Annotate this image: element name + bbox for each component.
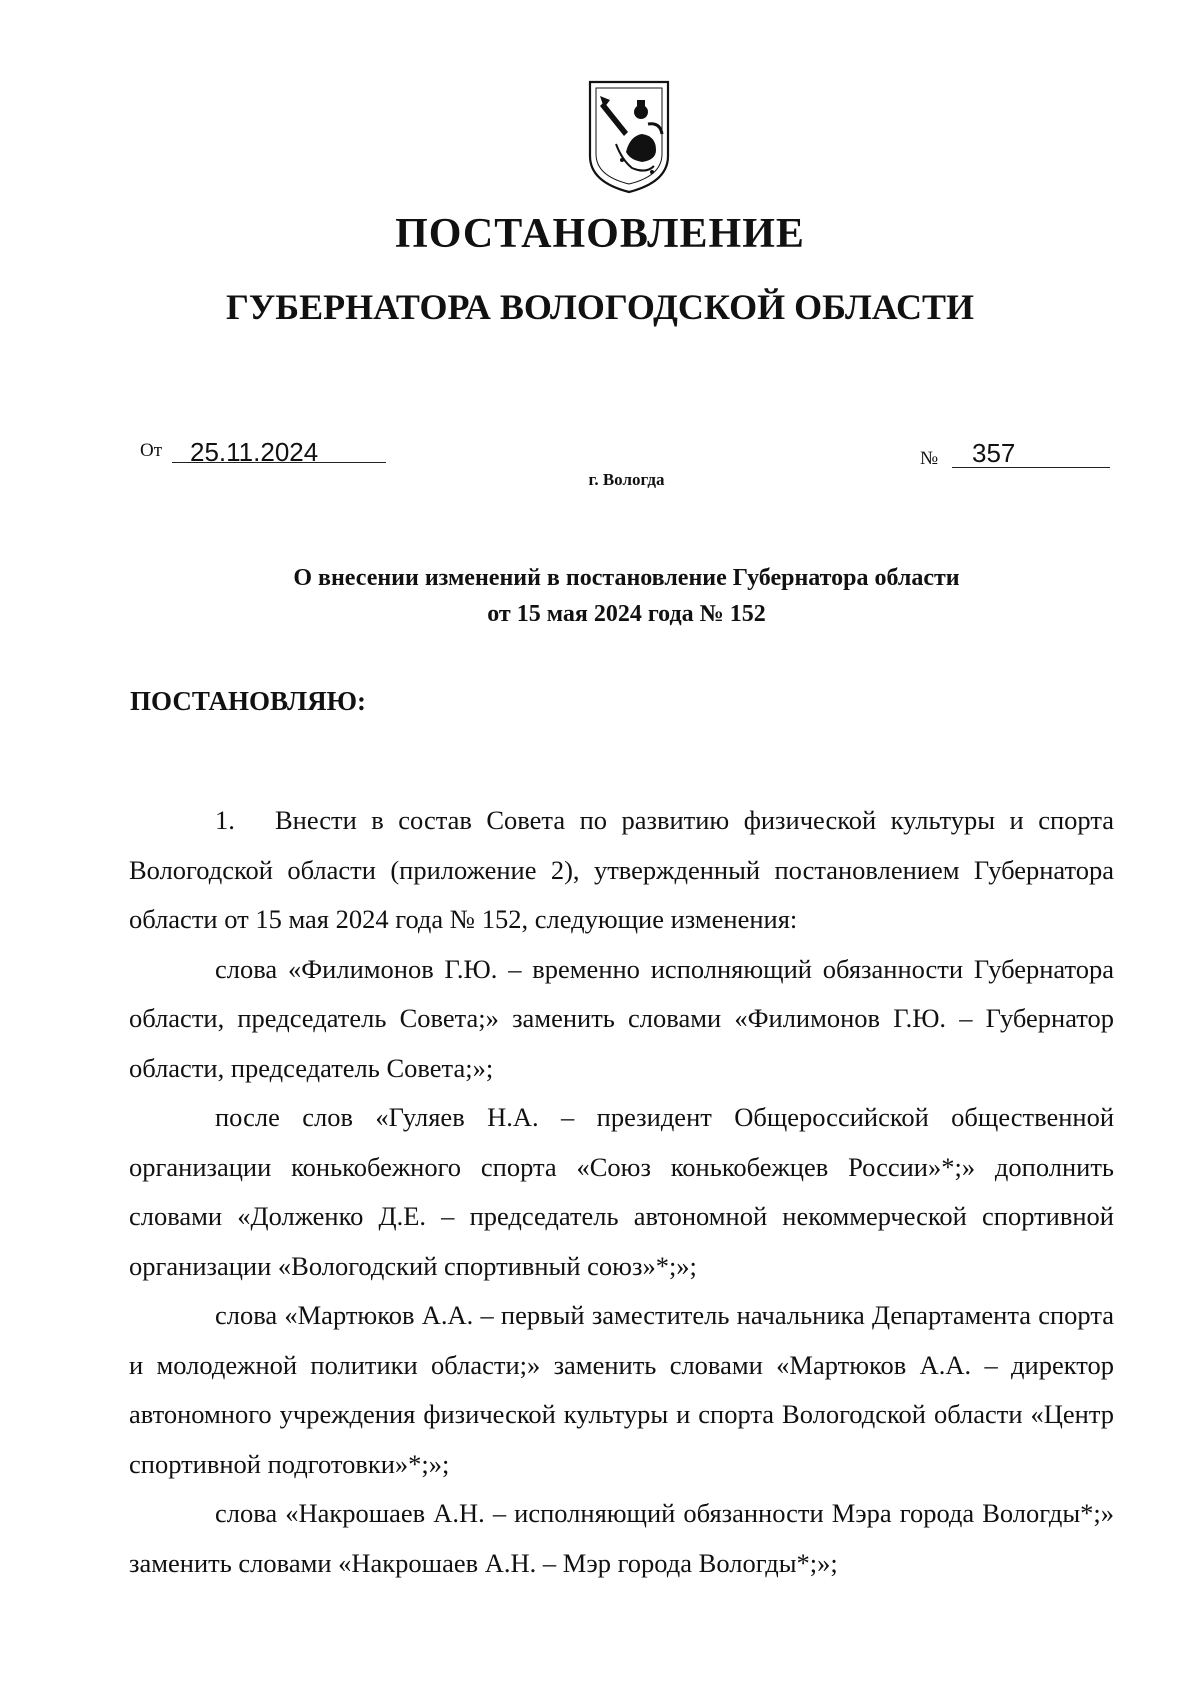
subject-line-1: О внесении изменений в постановление Губернатора области [293,565,960,591]
date-label: От [140,440,163,461]
document-date: 25.11.2024 [190,437,319,467]
paragraph-5: слова «Накрошаев А.Н. – исполняющий обязанности Мэра города Вологды*;» заменить словами «Накрошаев А.Н. – Мэр города Вологды*;»; [129,1498,1114,1578]
paragraph-3: после слов «Гуляев Н.А. – президент Общероссийской общественной организации конькобежного спорта «Союз конькобежцев России»*;» дополнить словами «Долженко Д.Е. – председатель автономной некоммерческой спортивной организации «Вологодский спортивный союз»*;»; [129,1102,1114,1281]
document-subject [0,560,1200,632]
subject-line-2: от 15 мая 2024 года № 152 [487,601,766,627]
document-number: 357 [972,438,1016,468]
document-body [129,796,1114,1588]
paragraph-2: слова «Филимонов Г.Ю. – временно исполняющий обязанности Губернатора области, председатель Совета;» заменить словами «Филимонов Г.Ю. – Губернатор области, председатель Совета;»; [129,953,1114,1083]
paragraph-1-text: Внести в состав Совета по развитию физической культуры и спорта Вологодской области (приложение 2), утвержденный постановлением Губернатора области от 15 мая 2024 года № 152, следующие изменения: [129,805,1114,934]
document-subtitle: ГУБЕРНАТОРА ВОЛОГОДСКОЙ ОБЛАСТИ [225,287,975,327]
paragraph-1 [129,796,1114,945]
number-label: № [920,448,939,469]
item-number: 1. [215,805,235,835]
document-title: ПОСТАНОВЛЕНИЕ [395,211,805,257]
decree-word: ПОСТАНОВЛЯЮ: [130,686,366,716]
coat-of-arms-icon [586,78,672,196]
city-name: г. Вологда [588,470,665,489]
paragraph-4: слова «Мартюков А.А. – первый заместитель начальника Департамента спорта и молодежной политики области;» заменить словами «Мартюков А.А. – директор автономного учреждения физической культуры и спорта Вологодской области «Центр спортивной подготовки»*;»; [129,1300,1114,1479]
